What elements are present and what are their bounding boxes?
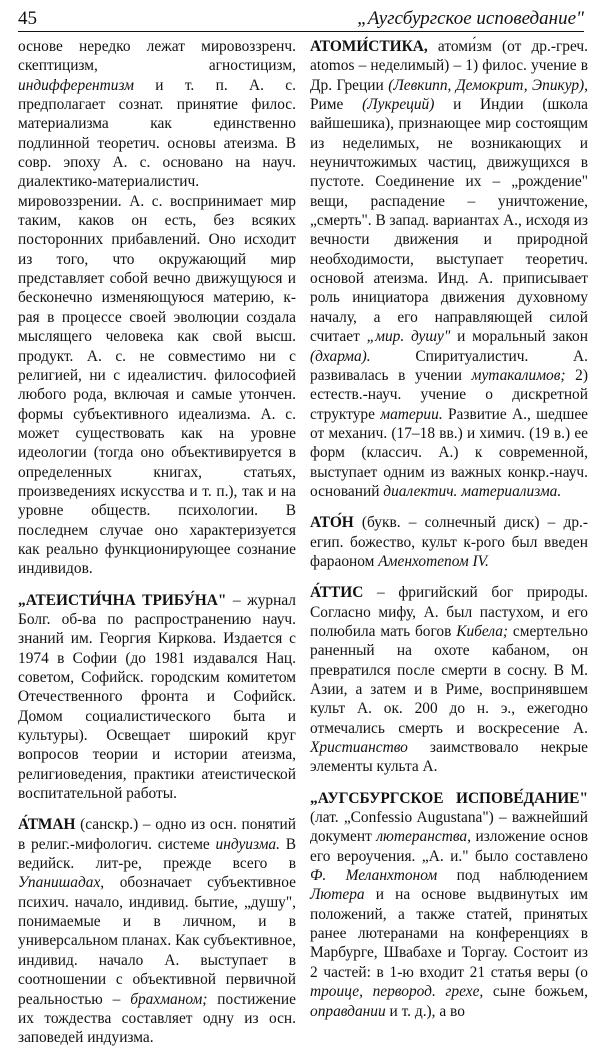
entry-text: материи. [380,405,443,423]
entry-text: брахманом; [130,990,208,1008]
entry-text: и т. д.), а во [385,1002,465,1020]
entry-text: лютеранства, [376,828,471,846]
entry-text: обозначает субъективное психич. начало, индивид. бытие, „душу", понимаемые и в личном, и в универсальном планах. Как субъективное, индивид. начало А. выступает в соотношении с объективной первичной реальностью – [18,874,296,1008]
entry-text: и моральный закон [450,328,588,346]
entry-text: троице, первород. грехе, [310,983,484,1001]
entry-text: мутакалимов; [471,366,566,384]
right-column [310,37,588,1021]
entry-text: индуизма. [215,835,280,853]
entry-text: под наблюдением [437,867,588,885]
entry-text: (Левкипп, Демокрит, Эпикур), [388,76,589,94]
entry-text: сыне божьем, [483,983,588,1001]
left-column [18,37,296,1048]
entry-text: и т. п. А. с. предполагает сознат. принятие филос. материализма как единственно подлинной теоретич. основы атеизма. В совр. эпоху А. с. основано на науч. диалектико-материалистич. мировоззрении. А. с. воспринимает мир таким, каков он есть, без всяких посторонних прибавлений. Оно исходит из того, что окружающий мир представляет собой вечно движущуюся и бесконечно изменяющуюся материю, к-рая в процессе своей эволюции создала мыслящего человека как свой высш. продукт. А. с. не совместимо ни с религией, ни с идеалистич. философией любого рода, включая и самые утончен. формы субъективного идеализма. А. с. может существовать как на уровне идеологии (тогда оно объективируется в определенных книгах, статьях, произведениях искусства и т. п.), так и на уровне обществ. психологии. В последнем случае оно характеризуется как реально функционирующее сознание индивидов. [18,76,296,578]
entry-atomistika [310,37,588,501]
entry-text: „мир. душу" [366,328,451,346]
entry-text: основе нередко лежат мировоззренч. скептицизм, агностицизм, [18,38,296,75]
entry-text: Аменхотепом IV. [378,552,489,570]
entry-text: и на основе выдвинутых им положений, а также статей, принятых ранее лютеранами на конференциях в Марбурге, Швабахе и Торгау. Состоит из 2 частей: в 1-ю входит 21 статья веры (о [310,886,588,981]
page-number: 45 [18,8,37,29]
entry-text: атоми́зм (от др.-греч. atomos – неделимый) – 1) филос. учение в Др. Греции [310,38,588,94]
entry-headword: АТО́Н [310,514,354,532]
entry-text: изложение основ его вероучения. „А. и." было составлено [310,828,588,865]
entry-aton [310,513,588,571]
entry-text: – фригийский бог природы. Согласно мифу, А. был пастухом, и его полюбила мать богов [310,584,588,640]
header-rule [18,31,584,32]
entry-text: В ведийск. лит-ре, прежде всего в [18,835,296,873]
entry-text: Ф. Меланхтоном [310,867,438,885]
entry-text: диалектич. материализма. [383,482,562,500]
entry-text: 2) естеств.-науч. учение о дискретной структуре [310,366,588,423]
entry-text: – журнал Болг. об-ва по распространению науч. знаний им. Георгия Киркова. Издается с 1974 в Софии (до 1981 издавался Нац. советом, Софийск. городским комитетом Отечественного фронта и Софийск. Домом социалистического быта и культуры). Освещает широкий круг вопросов теории и истории атеизма, религиоведения, практики атеистической воспитательной работы. [18,591,296,803]
entry-text: (Лукреций) [362,96,435,114]
entry-headword: А́ТМАН [18,816,76,834]
entry-headword: АТОМИ́СТИКА, [310,38,428,55]
entry-atman [18,815,296,1047]
entry-text: и Индии (школа вайшешика), признающее мир состоящим из неделимых, не возникающих и неуничтожимых частиц, движущихся в пустоте. Соединение их – „рождение" вещи, распадение – уничтожение, „смерть". В запад. вариантах А., исходя из вечности движения и природной необходимости, выступает теоретич. основой атеизма. Инд. А. приписывает роль инициатора движения духовному началу, а его направляющей силой считает [310,96,589,346]
entry-text: Упанишадах, [18,874,105,892]
entry-text: Кибела; [456,622,509,640]
entry-ateistichna-tribuna [18,591,296,804]
entry-text: (лат. „Confessio Augustana") – важнейший документ [310,809,588,846]
entry-augsburg [310,789,588,1021]
page-header [18,6,584,34]
entry-attis [310,583,588,776]
entry-text: Спиритуалистич. А. развивалась в учении [310,347,588,384]
running-title: „Аугсбургское исповедание" [357,8,584,29]
entry-text: постижение их тождества составляет одну из осн. заповедей индуизма. [18,990,296,1047]
entry-headword: „АУГСБУРГСКОЕ ИСПОВЕ́ДАНИЕ" [310,789,588,807]
entry-text: Развитие А., шедшее от механич. (17–18 вв.) и химич. (19 в.) ее форм (классич. А.) к современной, выступает одним из важных конкр.-науч. оснований [310,405,588,500]
entry-text: индифферентизм [18,76,134,94]
entry-headword: „АТЕИСТИ́ЧНА ТРИБУ́НА" [18,591,227,609]
entry-text: смертельно раненный на охоте кабаном, он превратился после смерти в сосну. В М. Азии, а затем и в Риме, воспринявшем культ А. ок. 200 до н. э., ежегодно отмечались смерть и воскресение А. [310,622,588,737]
entry-text: оправдании [310,1002,386,1020]
entry-text: (санскр.) – одно из осн. понятий в религ.-мифологич. системе [18,816,296,853]
entry-ateism-cont [18,37,296,579]
entry-text: Риме [310,96,363,114]
entry-text: заимствовало некрые элементы культа А. [310,739,588,776]
entry-text: (дхарма). [310,347,371,365]
entry-text: Христианство [310,739,408,757]
entry-text: Лютера [310,886,365,904]
entry-headword: А́ТТИС [310,584,364,602]
entry-text: (букв. – солнечный диск) – др.-егип. божество, культ к-рого был введен фараоном [310,514,588,570]
